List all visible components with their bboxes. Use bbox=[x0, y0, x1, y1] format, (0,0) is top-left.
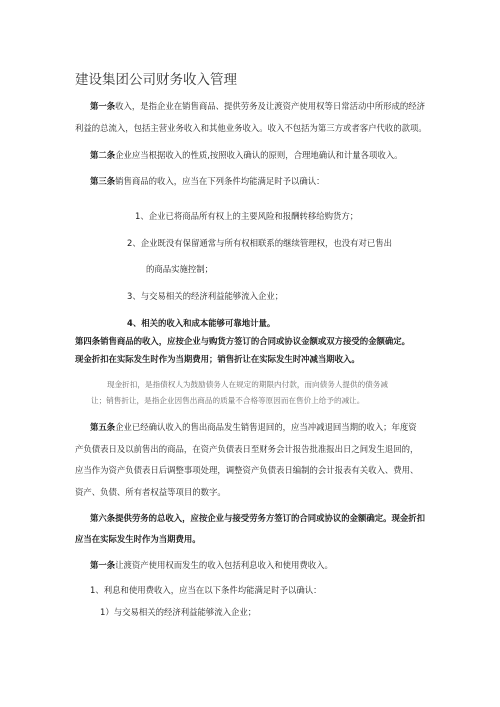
article-3-text: 销售商品的收入，应当在下列条件均能满足时予以确认： bbox=[115, 176, 325, 186]
article-usage bbox=[90, 560, 333, 570]
interest-condition-heading: 1、利息和使用费收入，应当在以下条件均能满足时予以确认： bbox=[90, 585, 322, 595]
interest-condition-1: 1）与交易相关的经济利益能够流入企业； bbox=[100, 607, 257, 617]
article-3 bbox=[90, 176, 325, 186]
article-5-text-4: 资产、负债、所有者权益等项目的数字。 bbox=[75, 487, 226, 497]
article-1-line-1 bbox=[90, 101, 425, 111]
article-2 bbox=[90, 150, 403, 160]
article-6-label: 第六条 bbox=[90, 513, 116, 523]
page-title: 建设集团公司财务收入管理 bbox=[75, 72, 237, 88]
article-5-text-2: 产负债表日及以前售出的商品，在资产负债表日至财务会计报告批准报出日之间发生退回的， bbox=[75, 444, 419, 454]
article-1-text-2: 利益的总流入，包括主营业务收入和其他业务收入。收入不包括为第三方或者客户代收的款项。 bbox=[75, 123, 427, 133]
article-4-label: 第四条 bbox=[75, 336, 101, 346]
article-2-text: 企业应当根据收入的性质,按照收入确认的原则，合理地确认和计量各项收入。 bbox=[115, 150, 403, 160]
article-6-text-2: 应当在实际发生时作为当期费用。 bbox=[75, 534, 201, 544]
condition-4: 4、相关的收入和成本能够可靠地计量。 bbox=[127, 318, 276, 328]
article-5-text-3: 应当作为资产负债表日后调整事项处理，调整资产负债表日编制的会计报表有关收入、费用、 bbox=[75, 465, 419, 475]
condition-3: 3、与交易相关的经济利益能够流入企业； bbox=[127, 291, 284, 301]
article-3-label: 第三条 bbox=[90, 176, 116, 186]
article-1-text-1: 收入，是指企业在销售商品、提供劳务及让渡资产使用权等日常活动中所形成的经济 bbox=[115, 101, 425, 111]
condition-2-line-1: 2、企业既没有保留通常与所有权相联系的继续管理权，也没有对已售出 bbox=[127, 238, 392, 248]
article-5-label: 第五条 bbox=[90, 422, 116, 432]
article-4-text-2: 现金折扣在实际发生时作为当期费用；销售折让在实际发生时冲减当期收入。 bbox=[75, 354, 360, 364]
article-5-text-1: 企业已经确认收入的售出商品发生销售退回的，应当冲减退回当期的收入；年度资 bbox=[115, 422, 417, 432]
condition-1: 1、企业已将商品所有权上的主要风险和报酬转移给购货方； bbox=[135, 211, 359, 221]
article-6-text-1: 提供劳务的总收入，应按企业与接受劳务方签订的合同或协议的金额确定。现金折扣 bbox=[115, 513, 425, 523]
condition-2-line-2: 的商品实施控制； bbox=[146, 264, 213, 274]
article-usage-text: 让渡资产使用权而发生的收入包括利息收入和使用费收入。 bbox=[115, 560, 333, 570]
article-1-label: 第一条 bbox=[90, 101, 116, 111]
article-4-line-1 bbox=[75, 336, 410, 346]
note-line-1: 现金折扣，是指债权人为鼓励债务人在规定的期限内付款，而向债务人提供的债务减 bbox=[107, 380, 388, 389]
article-2-label: 第二条 bbox=[90, 150, 116, 160]
article-4-text-1: 销售商品的收入，应按企业与购货方签订的合同或协议金额或双方接受的金额确定。 bbox=[100, 336, 410, 346]
article-usage-label: 第一条 bbox=[90, 560, 116, 570]
note-line-2: 让；销售折让，是指企业因售出商品的质量不合格等原因而在售价上给予的减让。 bbox=[91, 396, 365, 405]
article-5-line-1 bbox=[90, 422, 417, 432]
article-6-line-1 bbox=[90, 513, 425, 523]
